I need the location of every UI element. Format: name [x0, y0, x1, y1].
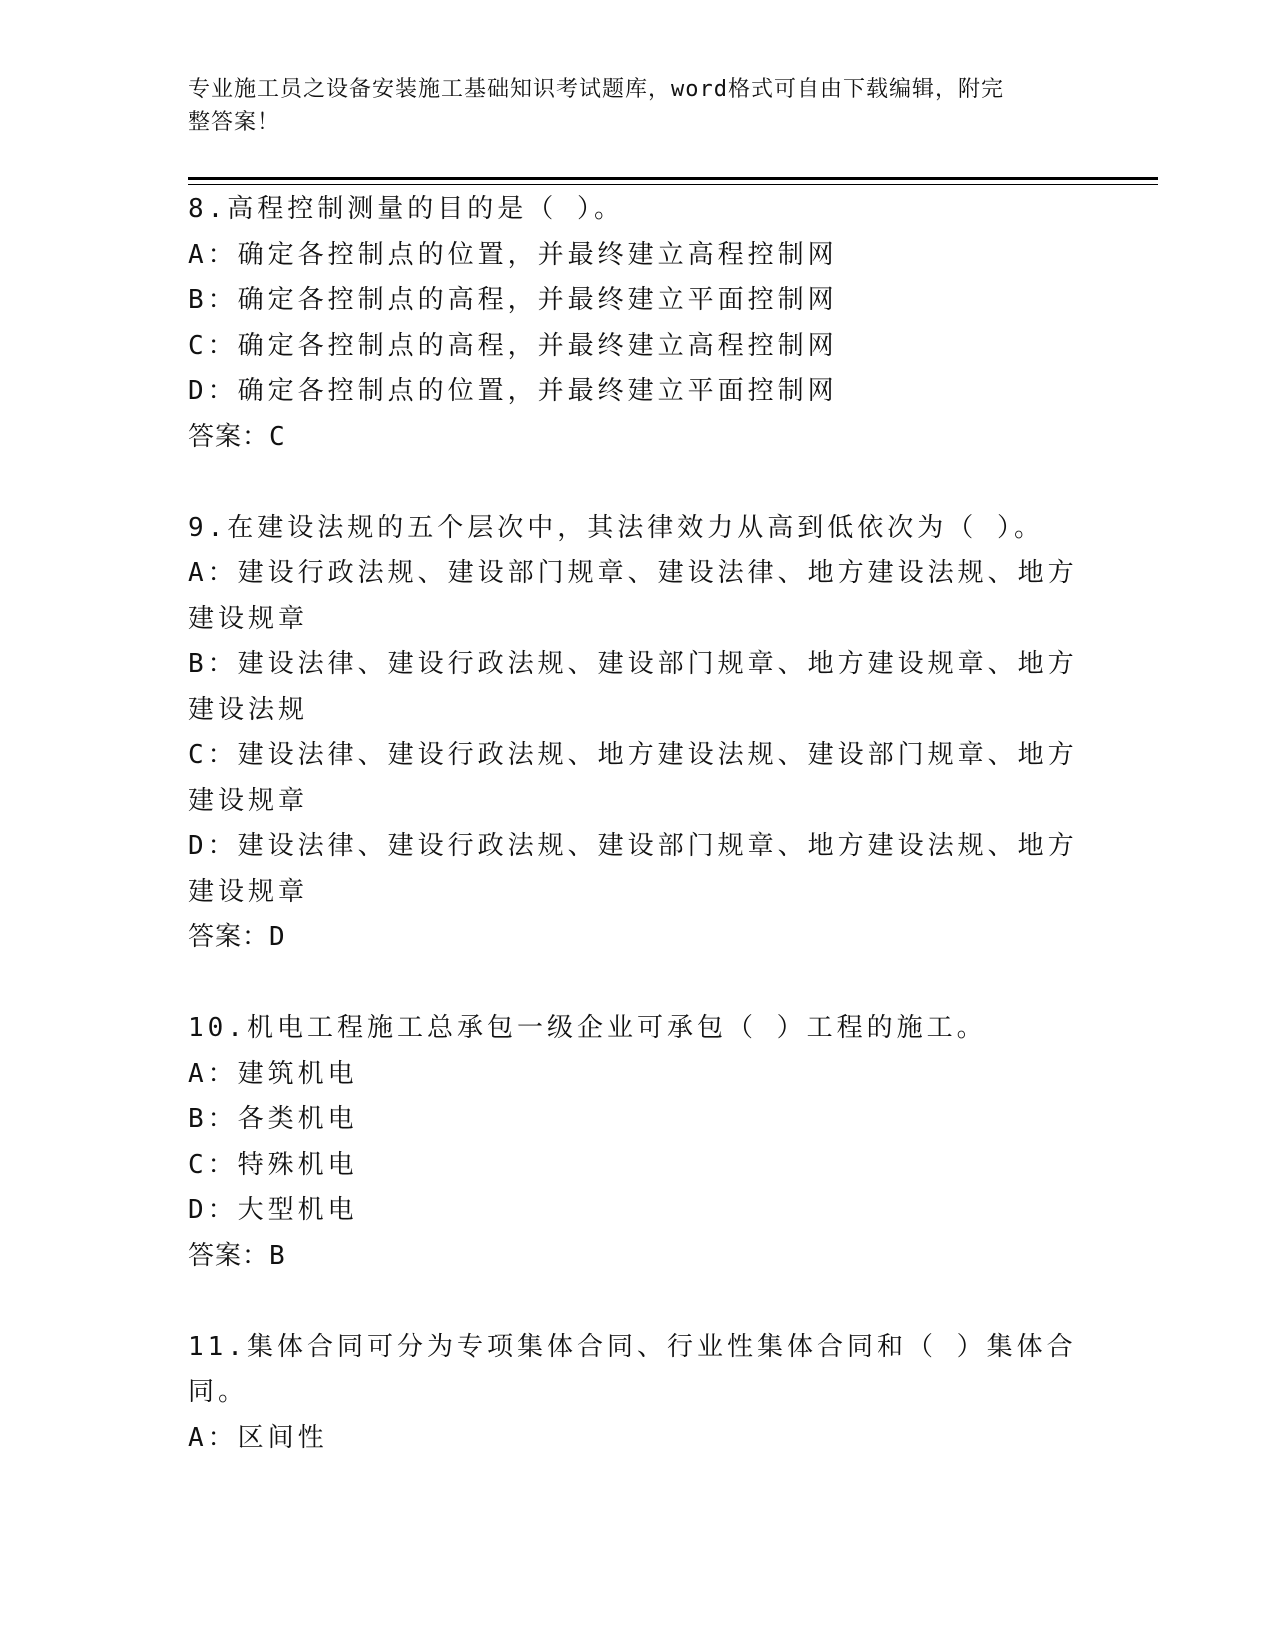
- option-b: B：建设法律、建设行政法规、建设部门规章、地方建设规章、地方建设法规: [188, 649, 1078, 725]
- option-a: A：确定各控制点的位置，并最终建立高程控制网: [188, 239, 838, 270]
- question-stem: 8.高程控制测量的目的是（ ）。: [188, 194, 624, 224]
- question-9: [188, 506, 1088, 961]
- answer: 答案：B: [188, 1240, 286, 1271]
- header-line-1: 专业施工员之设备安装施工基础知识考试题库，word格式可自由下载编辑，附完: [188, 77, 1004, 102]
- option-a: A：建筑机电: [188, 1058, 358, 1089]
- header-divider-thin: [188, 184, 1158, 185]
- answer: 答案：D: [188, 922, 286, 952]
- answer: 答案：C: [188, 421, 286, 452]
- option-b: B：确定各控制点的高程，并最终建立平面控制网: [188, 285, 838, 315]
- header-line-2: 整答案！: [188, 110, 281, 135]
- header-divider-thick: [188, 177, 1158, 180]
- option-d: D：确定各控制点的位置，并最终建立平面控制网: [188, 376, 838, 406]
- question-list: [188, 187, 1088, 1461]
- spacer: [188, 961, 1088, 1007]
- question-stem: 10.机电工程施工总承包一级企业可承包（ ）工程的施工。: [188, 1013, 987, 1043]
- option-c: C：确定各控制点的高程，并最终建立高程控制网: [188, 330, 838, 361]
- option-d: D：建设法律、建设行政法规、建设部门规章、地方建设法规、地方建设规章: [188, 831, 1078, 907]
- document-header: [188, 73, 1068, 139]
- question-8: [188, 187, 1088, 460]
- option-d: D：大型机电: [188, 1195, 358, 1225]
- option-c: C：特殊机电: [188, 1149, 358, 1180]
- question-stem: 11.集体合同可分为专项集体合同、行业性集体合同和（ ）集体合同。: [188, 1331, 1077, 1407]
- question-10: [188, 1006, 1088, 1279]
- option-c: C：建设法律、建设行政法规、地方建设法规、建设部门规章、地方建设规章: [188, 740, 1078, 816]
- spacer: [188, 460, 1088, 506]
- option-b: B：各类机电: [188, 1104, 358, 1134]
- question-11: [188, 1325, 1088, 1462]
- question-stem: 9.在建设法规的五个层次中，其法律效力从高到低依次为（ ）。: [188, 512, 1044, 543]
- option-a: A：区间性: [188, 1422, 328, 1453]
- spacer: [188, 1279, 1088, 1325]
- option-a: A：建设行政法规、建设部门规章、建设法律、地方建设法规、地方建设规章: [188, 558, 1078, 634]
